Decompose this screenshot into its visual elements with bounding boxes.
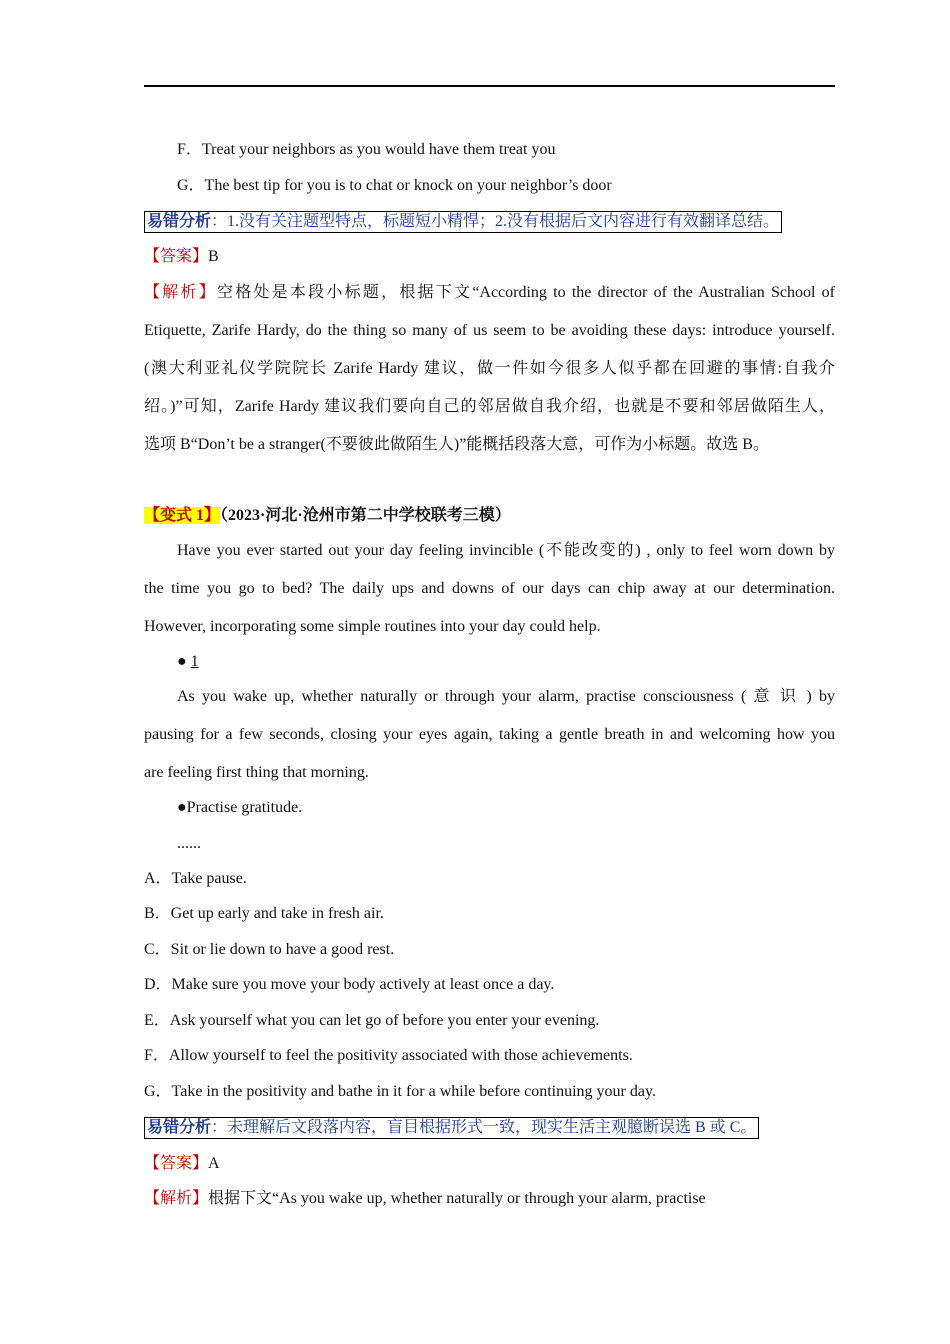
bullet-practise-gratitude: ●Practise gratitude. — [177, 799, 303, 816]
analysis-1-line-4: 绍。)”可知，Zarife Hardy 建议我们要向自己的邻居做自我介绍，也就是不要和邻居做陌生人， — [144, 398, 835, 415]
error-analysis-box-1: 易错分析：1.没有关注题型特点，标题短小精悍；2.没有根据后文内容进行有效翻译总结。 — [144, 211, 782, 233]
option-g-prev: G．The best tip for you is to chat or knock on your neighbor’s door — [177, 177, 612, 194]
variant-1-heading — [144, 506, 511, 526]
variant-tag: 【变式 1】 — [144, 507, 221, 524]
error-analysis-label: 易错分析 — [147, 213, 212, 230]
passage-para-1-line-2: the time you go to bed? The daily ups and downs of our days can chip away at our determination. — [144, 580, 835, 597]
option-g: G．Take in the positivity and bathe in it for a while before continuing your day. — [144, 1083, 656, 1100]
option-f: F．Allow yourself to feel the positivity associated with those achievements. — [144, 1047, 633, 1064]
answer-value: B — [208, 248, 219, 265]
error-analysis-label: 易错分析 — [147, 1119, 212, 1136]
passage-para-2-line-2: pausing for a few seconds, closing your eyes again, taking a gentle breath in and welcoming how you — [144, 726, 835, 743]
error-analysis-text: 未理解后文段落内容，盲目根据形式一致，现实生活主观臆断误选 B 或 C。 — [227, 1119, 757, 1136]
header-rule — [144, 85, 835, 87]
analysis-tag: 【解析】 — [144, 284, 217, 301]
analysis-tag: 【解析】 — [144, 1190, 209, 1207]
error-analysis-text: 1.没有关注题型特点，标题短小精悍；2.没有根据后文内容进行有效翻译总结。 — [227, 213, 780, 230]
option-b: B．Get up early and take in fresh air. — [144, 905, 384, 922]
analysis-1-line-1: 【解析】空格处是本段小标题，根据下文“According to the director of the Australian School of — [144, 284, 835, 301]
option-a: A．Take pause. — [144, 870, 247, 887]
ellipsis: ...... — [177, 835, 201, 852]
answer-value: A — [208, 1155, 220, 1172]
answer-1 — [144, 247, 219, 267]
option-c: C．Sit or lie down to have a good rest. — [144, 941, 395, 958]
analysis-2-line-1: 【解析】根据下文“As you wake up, whether naturally or through your alarm, practise — [144, 1190, 706, 1207]
analysis-1-line-5: 选项 B“Don’t be a stranger(不要彼此做陌生人)”能概括段落大意，可作为小标题。故选 B。 — [144, 436, 769, 453]
option-d: D．Make sure you move your body actively at least once a day. — [144, 976, 555, 993]
passage-para-1-line-3: However, incorporating some simple routines into your day could help. — [144, 618, 601, 635]
answer-2 — [144, 1154, 220, 1174]
answer-tag: 【答案】 — [144, 1155, 209, 1172]
bullet-blank-1: ● 1 — [177, 652, 203, 672]
error-analysis-box-2: 易错分析：未理解后文段落内容，盲目根据形式一致，现实生活主观臆断误选 B 或 C。 — [144, 1117, 759, 1139]
option-e: E．Ask yourself what you can let go of before you enter your evening. — [144, 1012, 600, 1029]
passage-para-2-line-1: As you wake up, whether naturally or through your alarm, practise consciousness ( 意 识 ) by — [177, 688, 835, 705]
blank-1: 1 — [190, 653, 199, 670]
analysis-1-line-2: Etiquette, Zarife Hardy, do the thing so many of us seem to be avoiding these days: introduce yourself. — [144, 322, 835, 339]
analysis-1-line-3: (澳大利亚礼仪学院院长 Zarife Hardy 建议，做一件如今很多人似乎都在回避的事情:自我介 — [144, 360, 835, 377]
passage-para-1-line-1: Have you ever started out your day feeling invincible (不能改变的) , only to feel worn down by — [177, 542, 835, 559]
answer-tag: 【答案】 — [144, 248, 209, 265]
passage-para-2-line-3: are feeling first thing that morning. — [144, 764, 369, 781]
variant-source: （2023·河北·沧州市第二中学校联考三模） — [220, 507, 511, 524]
option-f-prev: F．Treat your neighbors as you would have them treat you — [177, 141, 556, 158]
